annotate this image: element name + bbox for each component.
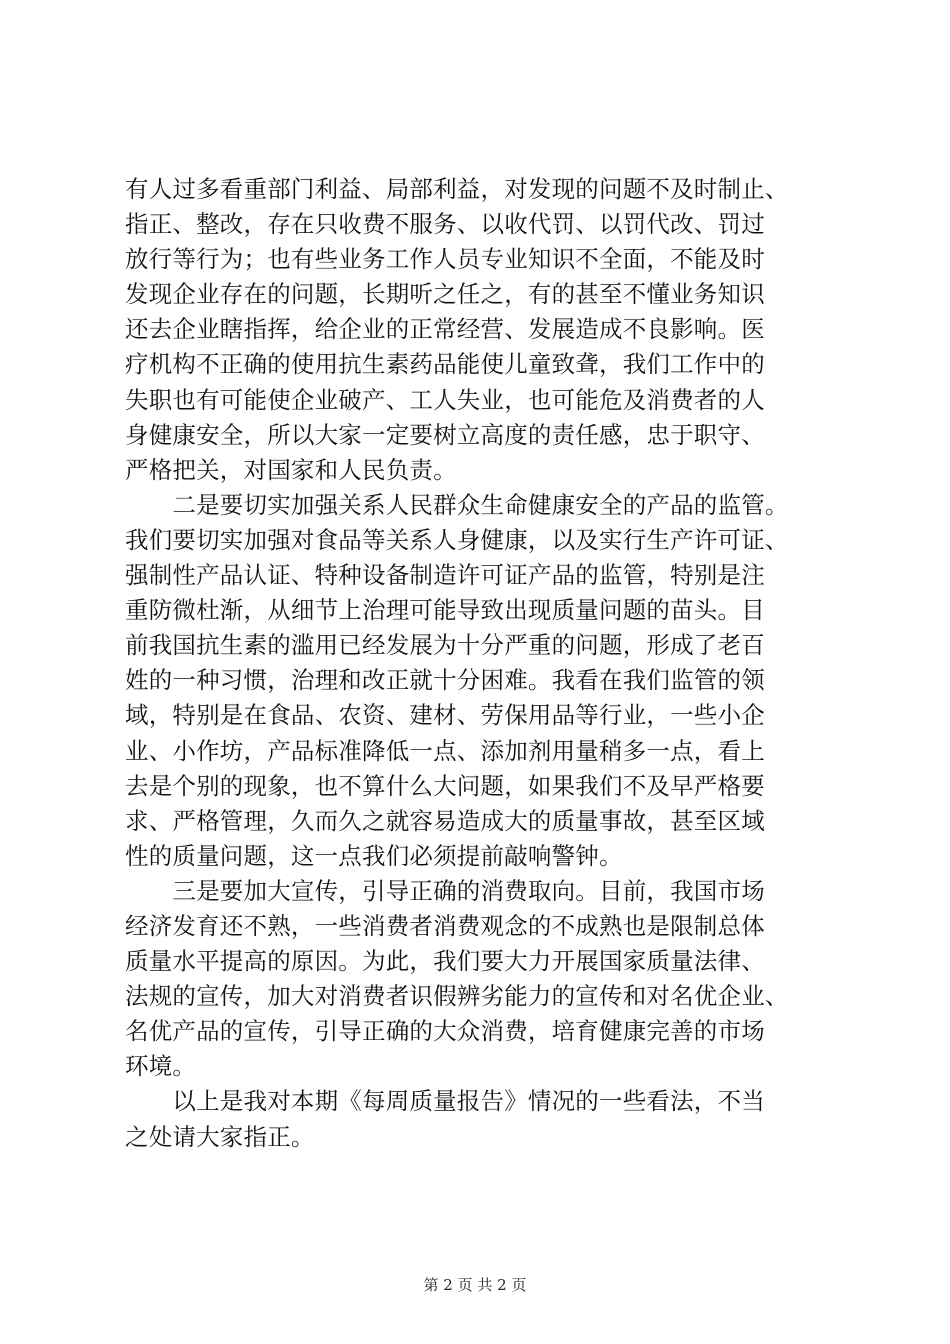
text-line: 以上是我对本期《每周质量报告》情况的一些看法，不当	[125, 1087, 765, 1116]
text-line: 放行等行为；也有些业务工作人员专业知识不全面，不能及时	[125, 245, 765, 274]
text-line: 业、小作坊，产品标准降低一点、添加剂用量稍多一点，看上	[125, 736, 765, 765]
text-line: 姓的一种习惯，治理和改正就十分困难。我看在我们监管的领	[125, 666, 765, 695]
text-line: 还去企业瞎指挥，给企业的正常经营、发展造成不良影响。医	[125, 315, 765, 344]
text-line: 名优产品的宣传，引导正确的大众消费，培育健康完善的市场	[125, 1017, 765, 1046]
text-line: 域，特别是在食品、农资、建材、劳保用品等行业，一些小企	[125, 701, 765, 730]
text-line: 去是个别的现象，也不算什么大问题，如果我们不及早严格要	[125, 771, 765, 800]
text-line: 强制性产品认证、特种设备制造许可证产品的监管，特别是注	[125, 561, 765, 590]
page-number-footer: 第 2 页 共 2 页	[423, 1276, 527, 1294]
text-line: 二是要切实加强关系人民群众生命健康安全的产品的监管。	[125, 490, 789, 519]
text-line: 环境。	[125, 1052, 197, 1081]
text-line: 求、严格管理，久而久之就容易造成大的质量事故，甚至区域	[125, 806, 765, 835]
text-line: 疗机构不正确的使用抗生素药品能使儿童致聋，我们工作中的	[125, 350, 765, 379]
document-body	[125, 172, 831, 1155]
text-line: 失职也有可能使企业破产、工人失业，也可能危及消费者的人	[125, 385, 765, 414]
text-line: 我们要切实加强对食品等关系人身健康，以及实行生产许可证、	[125, 525, 789, 554]
text-line: 法规的宣传，加大对消费者识假辨劣能力的宣传和对名优企业、	[125, 982, 789, 1011]
text-line: 重防微杜渐，从细节上治理可能导致出现质量问题的苗头。目	[125, 596, 765, 625]
text-line: 严格把关，对国家和人民负责。	[125, 455, 457, 484]
text-line: 有人过多看重部门利益、局部利益，对发现的问题不及时制止、	[125, 175, 789, 203]
text-line: 质量水平提高的原因。为此，我们要大力开展国家质量法律、	[125, 947, 765, 976]
text-line: 指正、整改，存在只收费不服务、以收代罚、以罚代改、罚过	[125, 210, 765, 239]
text-line: 身健康安全，所以大家一定要树立高度的责任感，忠于职守、	[125, 420, 765, 449]
text-line: 前我国抗生素的滥用已经发展为十分严重的问题，形成了老百	[125, 631, 765, 660]
text-line: 性的质量问题，这一点我们必须提前敲响警钟。	[125, 841, 623, 870]
text-line: 之处请大家指正。	[125, 1122, 315, 1151]
text-line: 三是要加大宣传，引导正确的消费取向。目前，我国市场	[125, 876, 765, 905]
text-line: 发现企业存在的问题，长期听之任之，有的甚至不懂业务知识	[125, 280, 765, 309]
text-line: 经济发育还不熟，一些消费者消费观念的不成熟也是限制总体	[125, 911, 765, 940]
